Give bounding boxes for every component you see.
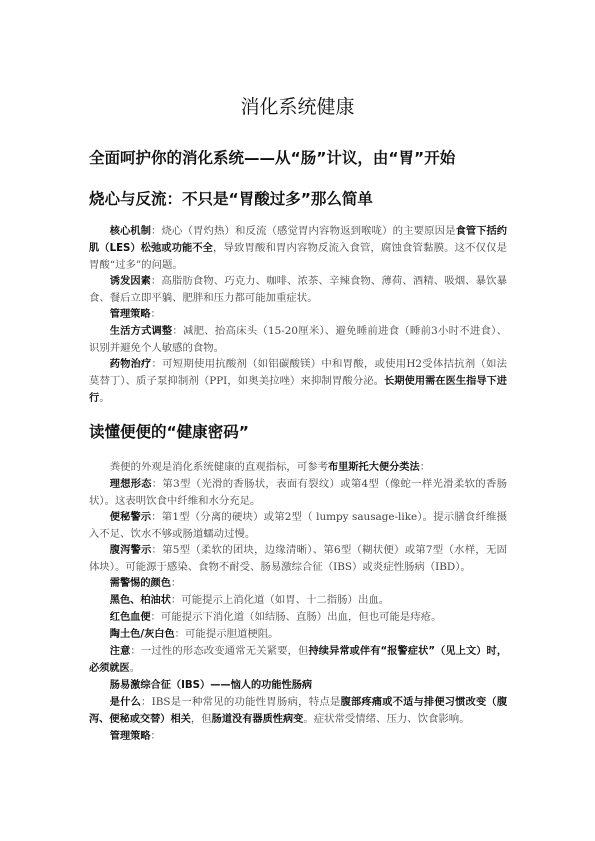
management-label: 管理策略： xyxy=(109,308,161,320)
mechanism-paragraph: 核心机制：烧心（胃灼热）和反流（感觉胃内容物返到喉咙）的主要原因是食管下括约肌（LES）松弛或功能不全，导致胃酸和胃内容物反流入食管，腐蚀食管黏膜。这不仅仅是胃酸“过多”的问题。 xyxy=(89,225,507,271)
section-stool-body xyxy=(89,459,507,745)
triggers-paragraph: 诱发因素：高脂肪食物、巧克力、咖啡、浓茶、辛辣食物、薄荷、酒精、吸烟、暴饮暴食、餐后立即平躺、肥胖和压力都可能加重症状。 xyxy=(89,275,507,304)
diarrhea-paragraph: 腹泻警示：第5型（柔软的团块，边缘清晰）、第6型（糊状便）或第7型（水样，无固体块）。可能源于感染、食物不耐受、肠易激综合征（IBS）或炎症性肠病（IBD）。 xyxy=(89,544,507,573)
section-heading-stool: 读懂便便的“健康密码” xyxy=(89,423,249,441)
constipation-paragraph: 便秘警示：第1型（分离的硬块）或第2型（ lumpy sausage-like）。提示膳食纤维摄入不足、饮水不够或肠道蠕动过慢。 xyxy=(89,511,507,540)
alert-colors-label: 需警惕的颜色： xyxy=(109,577,182,589)
black-stool-paragraph: 黑色、柏油状：可能提示上消化道（如胃、十二指肠）出血。 xyxy=(109,594,390,606)
red-stool-paragraph: 红色血便：可能提示下消化道（如结肠、直肠）出血，但也可能是痔疮。 xyxy=(109,611,442,623)
medication-paragraph: 药物治疗：可短期使用抗酸剂（如铝碳酸镁）中和胃酸，或使用H2受体拮抗剂（如法莫替丁）、质子泵抑制剂（PPI，如奥美拉唑）来抑制胃酸分泌。长期使用需在医生指导下进行。 xyxy=(89,358,507,404)
lifestyle-paragraph: 生活方式调整：减肥、抬高床头（15-20厘米）、避免睡前进食（睡前3小时不进食）、识别并避免个人敏感的食物。 xyxy=(89,325,507,354)
ideal-form-paragraph: 理想形态：第3型（光滑的香肠状，表面有裂纹）或第4型（像蛇一样光滑柔软的香肠状）。这表明饮食中纤维和水分充足。 xyxy=(89,478,508,507)
section-heading-heartburn: 烧心与反流：不只是“胃酸过多”那么简单 xyxy=(89,190,373,208)
ibs-definition-paragraph: 是什么：IBS是一种常见的功能性胃肠病，特点是腹部疼痛或不适与排便习惯改变（腹泻、便秘或交替）相关，但肠道没有器质性病变。症状常受情绪、压力、饮食影响。 xyxy=(89,696,508,725)
page-title: 消化系统健康 xyxy=(240,96,355,118)
ibs-management-label: 管理策略： xyxy=(109,730,161,742)
note-paragraph: 注意：一过性的形态改变通常无关紧要，但持续异常或伴有“报警症状”（见上文）时，必须就医。 xyxy=(89,645,508,674)
section-heartburn-body xyxy=(89,223,507,407)
clay-stool-paragraph: 陶土色/灰白色：可能提示胆道梗阻。 xyxy=(109,628,279,640)
bristol-intro-paragraph: 粪便的外观是消化系统健康的直观指标，可参考布里斯托大便分类法： xyxy=(109,461,431,473)
ibs-heading: 肠易激综合征（IBS）——恼人的功能性肠病 xyxy=(109,680,313,691)
main-heading: 全面呵护你的消化系统——从“肠”计议，由“胃”开始 xyxy=(89,149,456,167)
